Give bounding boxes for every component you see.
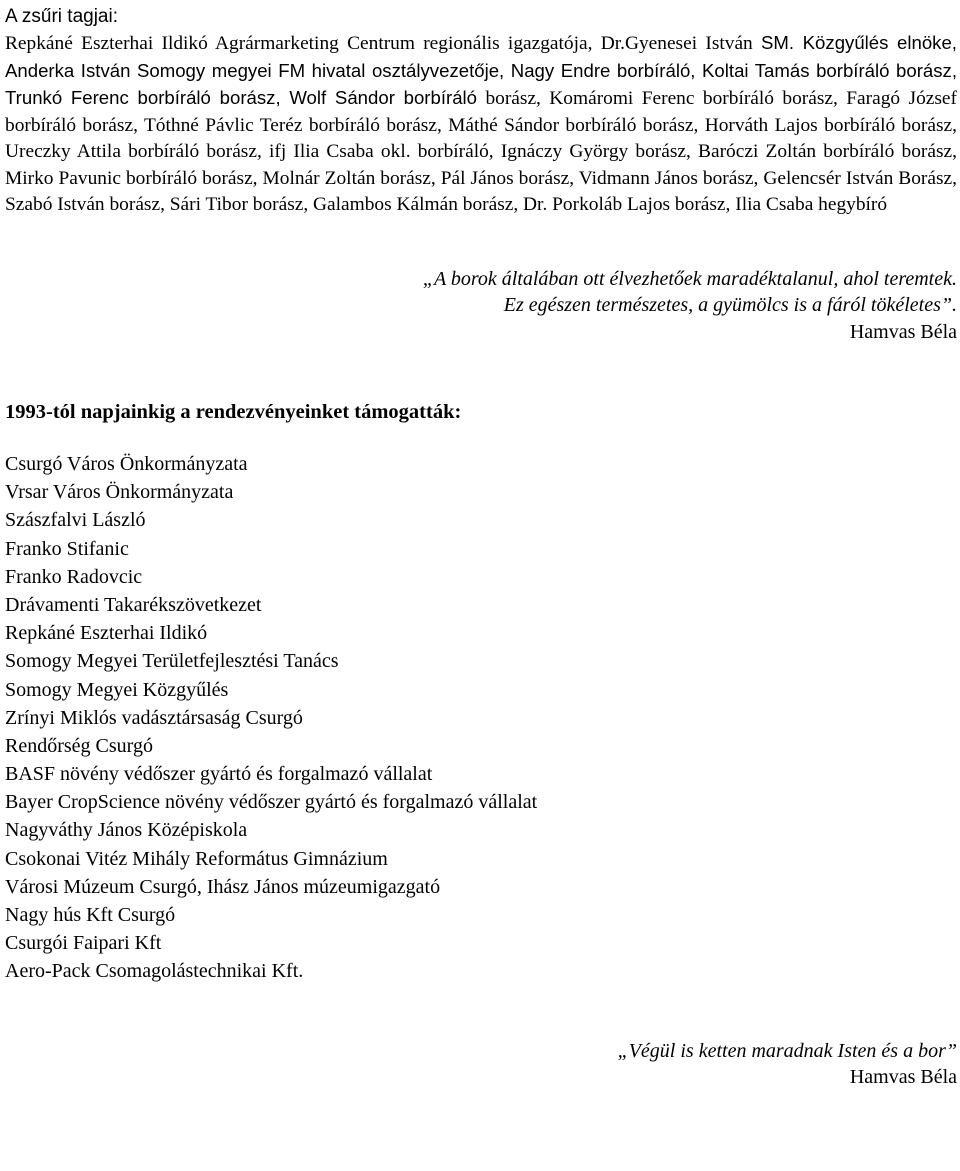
- supporter-item: Aero-Pack Csomagolástechnikai Kft.: [5, 960, 304, 983]
- quote-line-2: Ez egészen természetes, a gyümölcs is a fáról tökéletes”.: [503, 294, 957, 316]
- jury-heading: A zsűri tagjai:: [5, 6, 118, 27]
- supporter-item: Franko Stifanic: [5, 537, 129, 560]
- jury-sans-part: SM. Közgyűlés elnöke, Anderka István Somogy megyei FM hivatal osztályvezetője, Nagy Endre borbíráló, Koltai Tamás borbíráló borász, Trunkó Ferenc borbíráló borász, Wolf Sándor borbíráló: [5, 32, 957, 108]
- supporter-item: Szászfalvi László: [5, 509, 146, 532]
- hamvas-quote: [5, 266, 957, 346]
- quote-line-1: „A borok általában ott élvezhetőek maradéktalanul, ahol teremtek.: [422, 267, 957, 290]
- jury-first-line: Repkáné Eszterhai Ildikó Agrármarketing Centrum regionális igazgatója, Dr.Gyenesei István: [5, 33, 753, 54]
- supporter-item: Bayer CropScience növény védőszer gyártó és forgalmazó vállalat: [5, 791, 538, 814]
- supporter-item: Vrsar Város Önkormányzata: [5, 481, 234, 504]
- closing-author: Hamvas Béla: [849, 1066, 957, 1089]
- quote-author: Hamvas Béla: [849, 320, 957, 343]
- supporter-item: Csokonai Vitéz Mihály Református Gimnázium: [5, 847, 388, 870]
- jury-members-paragraph: [5, 30, 957, 219]
- supporter-item: Repkáné Eszterhai Ildikó: [5, 622, 208, 645]
- supporter-item: Somogy Megyei Közgyűlés: [5, 678, 229, 701]
- closing-line: „Végül is ketten maradnak Isten és a bor”: [617, 1039, 957, 1062]
- supporters-list: [5, 450, 957, 986]
- document-page: [5, 0, 957, 1091]
- supporter-item: Franko Radovcic: [5, 565, 143, 588]
- supporter-item: Nagy hús Kft Csurgó: [5, 904, 176, 926]
- closing-quote: [5, 1038, 957, 1091]
- supporter-item: Csurgó Város Önkormányzata: [5, 453, 248, 475]
- supporter-item: Somogy Megyei Területfejlesztési Tanács: [5, 650, 339, 673]
- supporter-item: Csurgói Faipari Kft: [5, 932, 162, 955]
- supporter-item: Nagyváthy János Középiskola: [5, 819, 248, 842]
- supporter-item: Zrínyi Miklós vadásztársaság Csurgó: [5, 706, 303, 729]
- supporter-item: Rendőrség Csurgó: [5, 734, 153, 757]
- supporter-item: BASF növény védőszer gyártó és forgalmazó vállalat: [5, 763, 433, 786]
- supporters-heading: 1993-tól napjainkig a rendezvényeinket támogatták:: [5, 401, 462, 423]
- supporter-item: Városi Múzeum Csurgó, Ihász János múzeumigazgató: [5, 875, 441, 898]
- supporter-item: Drávamenti Takarékszövetkezet: [5, 593, 262, 616]
- jury-serif-part: borász, Komáromi Ferenc borbíráló borász, Faragó József borbíráló borász, Tóthné Pávlic Teréz borbíráló borász, Máthé Sándor borbíráló borász, Horváth Lajos borbíráló borász, Ureczky Attila borbíráló borász, ifj Ilia Csaba okl. borbíráló, Ignáczy György borász, Baróczi Zoltán borbíráló borász, Mirko Pavunic borbíráló borász, Molnár Zoltán borász, Pál János borász, Vidmann János borász, Gelencsér István Borász, Szabó István borász, Sári Tibor borász, Galambos Kálmán borász, Dr. Porkoláb Lajos borász, Ilia Csaba hegybíró: [5, 88, 957, 215]
